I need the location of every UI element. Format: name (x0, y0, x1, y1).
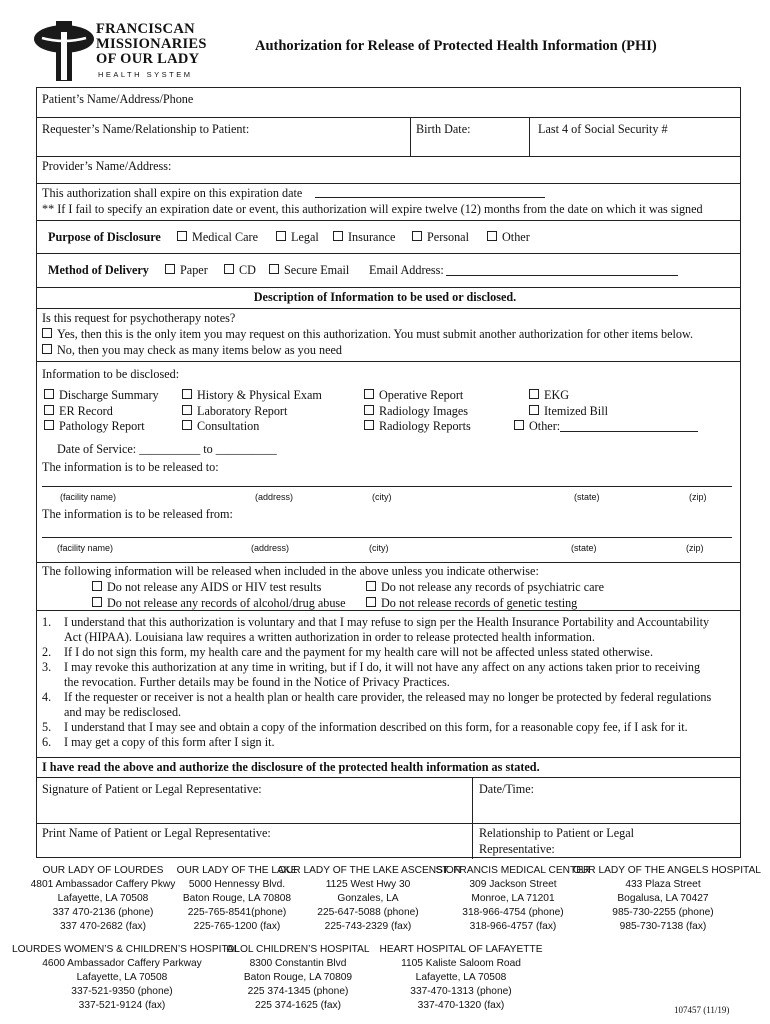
location-detail: 337-470-1313 (phone) (410, 986, 512, 997)
location-detail: 225 374-1345 (phone) (247, 986, 349, 997)
purpose-insurance[interactable]: Insurance (333, 229, 395, 245)
info-itemized-bill[interactable]: Itemized Bill (529, 403, 608, 419)
checkbox[interactable] (364, 389, 374, 399)
location-name: OUR LADY OF LOURDES (42, 865, 164, 876)
location-block (573, 864, 761, 934)
location-detail: 309 Jackson Street (469, 879, 557, 890)
release-to-zip: (zip) (689, 492, 707, 502)
release-to-facility: (facility name) (60, 492, 117, 502)
form-number: 107457 (11/19) (674, 1005, 730, 1015)
term-number: 2. (42, 645, 52, 659)
location-detail: 337-470-1320 (fax) (417, 1000, 505, 1011)
info-label: Information to be disclosed: (42, 367, 180, 381)
checkbox[interactable] (92, 597, 102, 607)
location-detail: 225-743-2329 (fax) (324, 921, 412, 932)
checkbox[interactable] (42, 344, 52, 354)
location-detail: Lafayette, LA 70508 (415, 972, 507, 983)
location-detail: 1125 West Hwy 30 (325, 879, 411, 890)
delivery-label: Method of Delivery (48, 263, 149, 277)
info-pathology-report[interactable]: Pathology Report (44, 418, 145, 434)
checkbox[interactable] (276, 231, 286, 241)
patient-field-label: Patient’s Name/Address/Phone (42, 92, 194, 106)
purpose-personal[interactable]: Personal (412, 229, 469, 245)
org-line1: FRANCISCAN (96, 21, 195, 37)
location-detail: 8300 Constantin Blvd (249, 958, 347, 969)
checkbox[interactable] (165, 264, 175, 274)
release-to-address: (address) (255, 492, 294, 502)
location-detail: 337 470-2682 (fax) (59, 921, 147, 932)
term-number: 6. (42, 735, 52, 749)
release-to-line[interactable] (42, 486, 732, 487)
email-address-label: Email Address: (369, 263, 444, 277)
expiration-label: This authorization shall expire on this expiration date (42, 186, 303, 200)
delivery-paper[interactable]: Paper (165, 262, 208, 278)
location-block (351, 943, 571, 1013)
term-line: I may get a copy of this form after I sign it. (64, 735, 275, 749)
delivery-cd[interactable]: CD (224, 262, 256, 278)
info-ekg[interactable]: EKG (529, 387, 569, 403)
location-detail: 225 374-1625 (fax) (254, 1000, 342, 1011)
term-line: If I do not sign this form, my health care and the payment for my health care will not be affected unless stated otherwise. (64, 645, 653, 659)
term-line-continued: Act (HIPAA). Louisiana law requires a written authorization in order to release protected health information. (64, 630, 595, 644)
info-other-line[interactable] (560, 431, 698, 432)
psychotherapy-question: Is this request for psychotherapy notes? (42, 311, 236, 325)
location-detail: 318-966-4757 (fax) (469, 921, 557, 932)
term-number: 4. (42, 690, 52, 704)
purpose-label: Purpose of Disclosure (48, 230, 161, 244)
term-number: 5. (42, 720, 52, 734)
location-name: OUR LADY OF THE LAKE ASCENSION (278, 865, 462, 876)
term-line: If the requester or receiver is not a health plan or health care provider, the released may no longer be protected by federal regulations (64, 690, 712, 704)
delivery-secure-email[interactable]: Secure Email (269, 262, 349, 278)
term-number: 1. (42, 615, 52, 629)
info-operative-report[interactable]: Operative Report (364, 387, 463, 403)
info-laboratory-report[interactable]: Laboratory Report (182, 403, 287, 419)
date-time-label: Date/Time: (479, 782, 535, 796)
checkbox[interactable] (366, 597, 376, 607)
location-detail: Bogalusa, LA 70427 (617, 893, 709, 904)
location-detail: Gonzales, LA (337, 893, 399, 904)
checkbox[interactable] (92, 581, 102, 591)
location-detail: 225-765-8541(phone) (187, 907, 287, 918)
purpose-other[interactable]: Other (487, 229, 530, 245)
location-detail: 4600 Ambassador Caffery Parkway (42, 958, 202, 969)
ssn-label: Last 4 of Social Security # (538, 122, 668, 136)
location-detail: Lafayette, LA 70508 (76, 972, 168, 983)
info-discharge-summary[interactable]: Discharge Summary (44, 387, 159, 403)
checkbox[interactable] (224, 264, 234, 274)
relationship-label-2: Representative: (479, 842, 555, 856)
expiration-date-line[interactable] (315, 197, 545, 198)
term-line-continued: the revocation. Further details may be found in the Notice of Privacy Practices. (64, 675, 450, 689)
email-address-line[interactable] (446, 275, 678, 276)
checkbox[interactable] (364, 420, 374, 430)
info-er-record[interactable]: ER Record (44, 403, 113, 419)
checkbox[interactable] (366, 581, 376, 591)
term-line: I may revoke this authorization at any time in writing, but if I do, it will not have any affect on any actions taken prior to receiving (64, 660, 701, 674)
location-detail: 985-730-7138 (fax) (619, 921, 707, 932)
release-from-state: (state) (571, 543, 597, 553)
checkbox[interactable] (269, 264, 279, 274)
checkbox[interactable] (182, 389, 192, 399)
psychotherapy-yes[interactable]: Yes, then this is the only item you may request on this authorization. You must submit another authorization for other items below. (42, 326, 693, 342)
location-detail: Baton Rouge, LA 70808 (182, 893, 292, 904)
psychotherapy-no[interactable]: No, then you may check as many items below as you need (42, 342, 342, 358)
location-name: ST. FRANCIS MEDICAL CENTER (435, 865, 591, 876)
relationship-label-1: Relationship to Patient or Legal (479, 826, 635, 840)
checkbox[interactable] (487, 231, 497, 241)
location-name: OUR LADY OF THE ANGELS HOSPITAL (573, 865, 761, 876)
term-line: I understand that this authorization is voluntary and that I may refuse to sign per the Health Insurance Portability and Accountability (64, 615, 710, 629)
location-detail: 985-730-2255 (phone) (612, 907, 714, 918)
signature-label: Signature of Patient or Legal Representative: (42, 782, 262, 796)
checkbox[interactable] (44, 420, 54, 430)
logo (32, 18, 207, 82)
provider-field-label: Provider’s Name/Address: (42, 159, 172, 173)
info-radiology-images[interactable]: Radiology Images (364, 403, 468, 419)
info-history-physical[interactable]: History & Physical Exam (182, 387, 322, 403)
term-number: 3. (42, 660, 52, 674)
org-line2: MISSIONARIES (96, 36, 207, 52)
description-header: Description of Information to be used or disclosed. (253, 290, 517, 304)
cross-icon (32, 18, 96, 82)
info-consultation[interactable]: Consultation (182, 418, 259, 434)
release-from-city: (city) (369, 543, 389, 553)
location-detail: Baton Rouge, LA 70809 (243, 972, 353, 983)
exception-alcohol[interactable]: Do not release any records of alcohol/drug abuse (92, 595, 346, 611)
exception-psych[interactable]: Do not release any records of psychiatric care (366, 579, 604, 595)
term-line: I understand that I may see and obtain a copy of the information described on this form, for a reasonable copy fee, if I ask for it. (64, 720, 688, 734)
location-detail: 337-521-9124 (fax) (78, 1000, 166, 1011)
expiration-note: ** If I fail to specify an expiration date or event, this authorization will expire twelve (12) months from the date on which it was signed (42, 202, 703, 216)
release-from-address: (address) (251, 543, 290, 553)
release-from-facility: (facility name) (57, 543, 114, 553)
term-line-continued: and may be redisclosed. (64, 705, 182, 719)
requester-field-label: Requester’s Name/Relationship to Patient: (42, 122, 250, 136)
exception-aids[interactable]: Do not release any AIDS or HIV test results (92, 579, 321, 595)
release-from-label: The information is to be released from: (42, 507, 233, 521)
checkbox[interactable] (182, 405, 192, 415)
print-name-label: Print Name of Patient or Legal Representative: (42, 826, 271, 840)
location-detail: 337-521-9350 (phone) (71, 986, 173, 997)
checkbox[interactable] (333, 231, 343, 241)
checkbox[interactable] (44, 389, 54, 399)
birth-date-label: Birth Date: (416, 122, 471, 136)
release-from-zip: (zip) (686, 543, 704, 553)
location-detail: 318-966-4754 (phone) (462, 907, 564, 918)
location-detail: 1105 Kaliste Saloom Road (401, 958, 521, 969)
location-detail: Monroe, LA 71201 (471, 893, 555, 904)
release-to-city: (city) (372, 492, 392, 502)
checkbox[interactable] (529, 405, 539, 415)
location-detail: 5000 Hennessy Blvd. (188, 879, 286, 890)
checkbox[interactable] (364, 405, 374, 415)
checkbox[interactable] (177, 231, 187, 241)
exception-genetic[interactable]: Do not release records of genetic testing (366, 595, 577, 611)
release-to-label: The information is to be released to: (42, 460, 219, 474)
location-name: OUR LADY OF THE LAKE (176, 865, 298, 876)
location-detail: 225-647-5088 (phone) (317, 907, 419, 918)
checkbox[interactable] (412, 231, 422, 241)
location-name: LOURDES WOMEN’S & CHILDREN’S HOSPITAL (12, 944, 240, 955)
location-detail: 337 470-2136 (phone) (52, 907, 154, 918)
org-line3: OF OUR LADY (96, 51, 200, 67)
purpose-medical-care[interactable]: Medical Care (177, 229, 258, 245)
location-detail: Lafayette, LA 70508 (57, 893, 149, 904)
checkbox[interactable] (514, 420, 524, 430)
checkbox[interactable] (42, 328, 52, 338)
org-line4: HEALTH SYSTEM (98, 70, 193, 79)
info-radiology-reports[interactable]: Radiology Reports (364, 418, 471, 434)
release-from-line[interactable] (42, 537, 732, 538)
checkbox[interactable] (529, 389, 539, 399)
exceptions-intro: The following information will be released when included in the above unless you indicate otherwise: (42, 564, 539, 578)
page-title: Authorization for Release of Protected Health Information (PHI) (255, 38, 657, 54)
location-detail: 433 Plaza Street (625, 879, 701, 890)
date-of-service: Date of Service: __________ to __________ (57, 442, 277, 456)
location-name: OLOL CHILDREN’S HOSPITAL (226, 944, 370, 955)
release-to-state: (state) (574, 492, 600, 502)
info-other[interactable]: Other: (514, 418, 560, 434)
checkbox[interactable] (182, 420, 192, 430)
location-name: HEART HOSPITAL OF LAFAYETTE (379, 944, 543, 955)
location-detail: 225-765-1200 (fax) (193, 921, 281, 932)
purpose-legal[interactable]: Legal (276, 229, 319, 245)
location-detail: 4801 Ambassador Caffery Pkwy (30, 879, 176, 890)
checkbox[interactable] (44, 405, 54, 415)
agreement-statement: I have read the above and authorize the disclosure of the protected health information as stated. (42, 760, 540, 774)
